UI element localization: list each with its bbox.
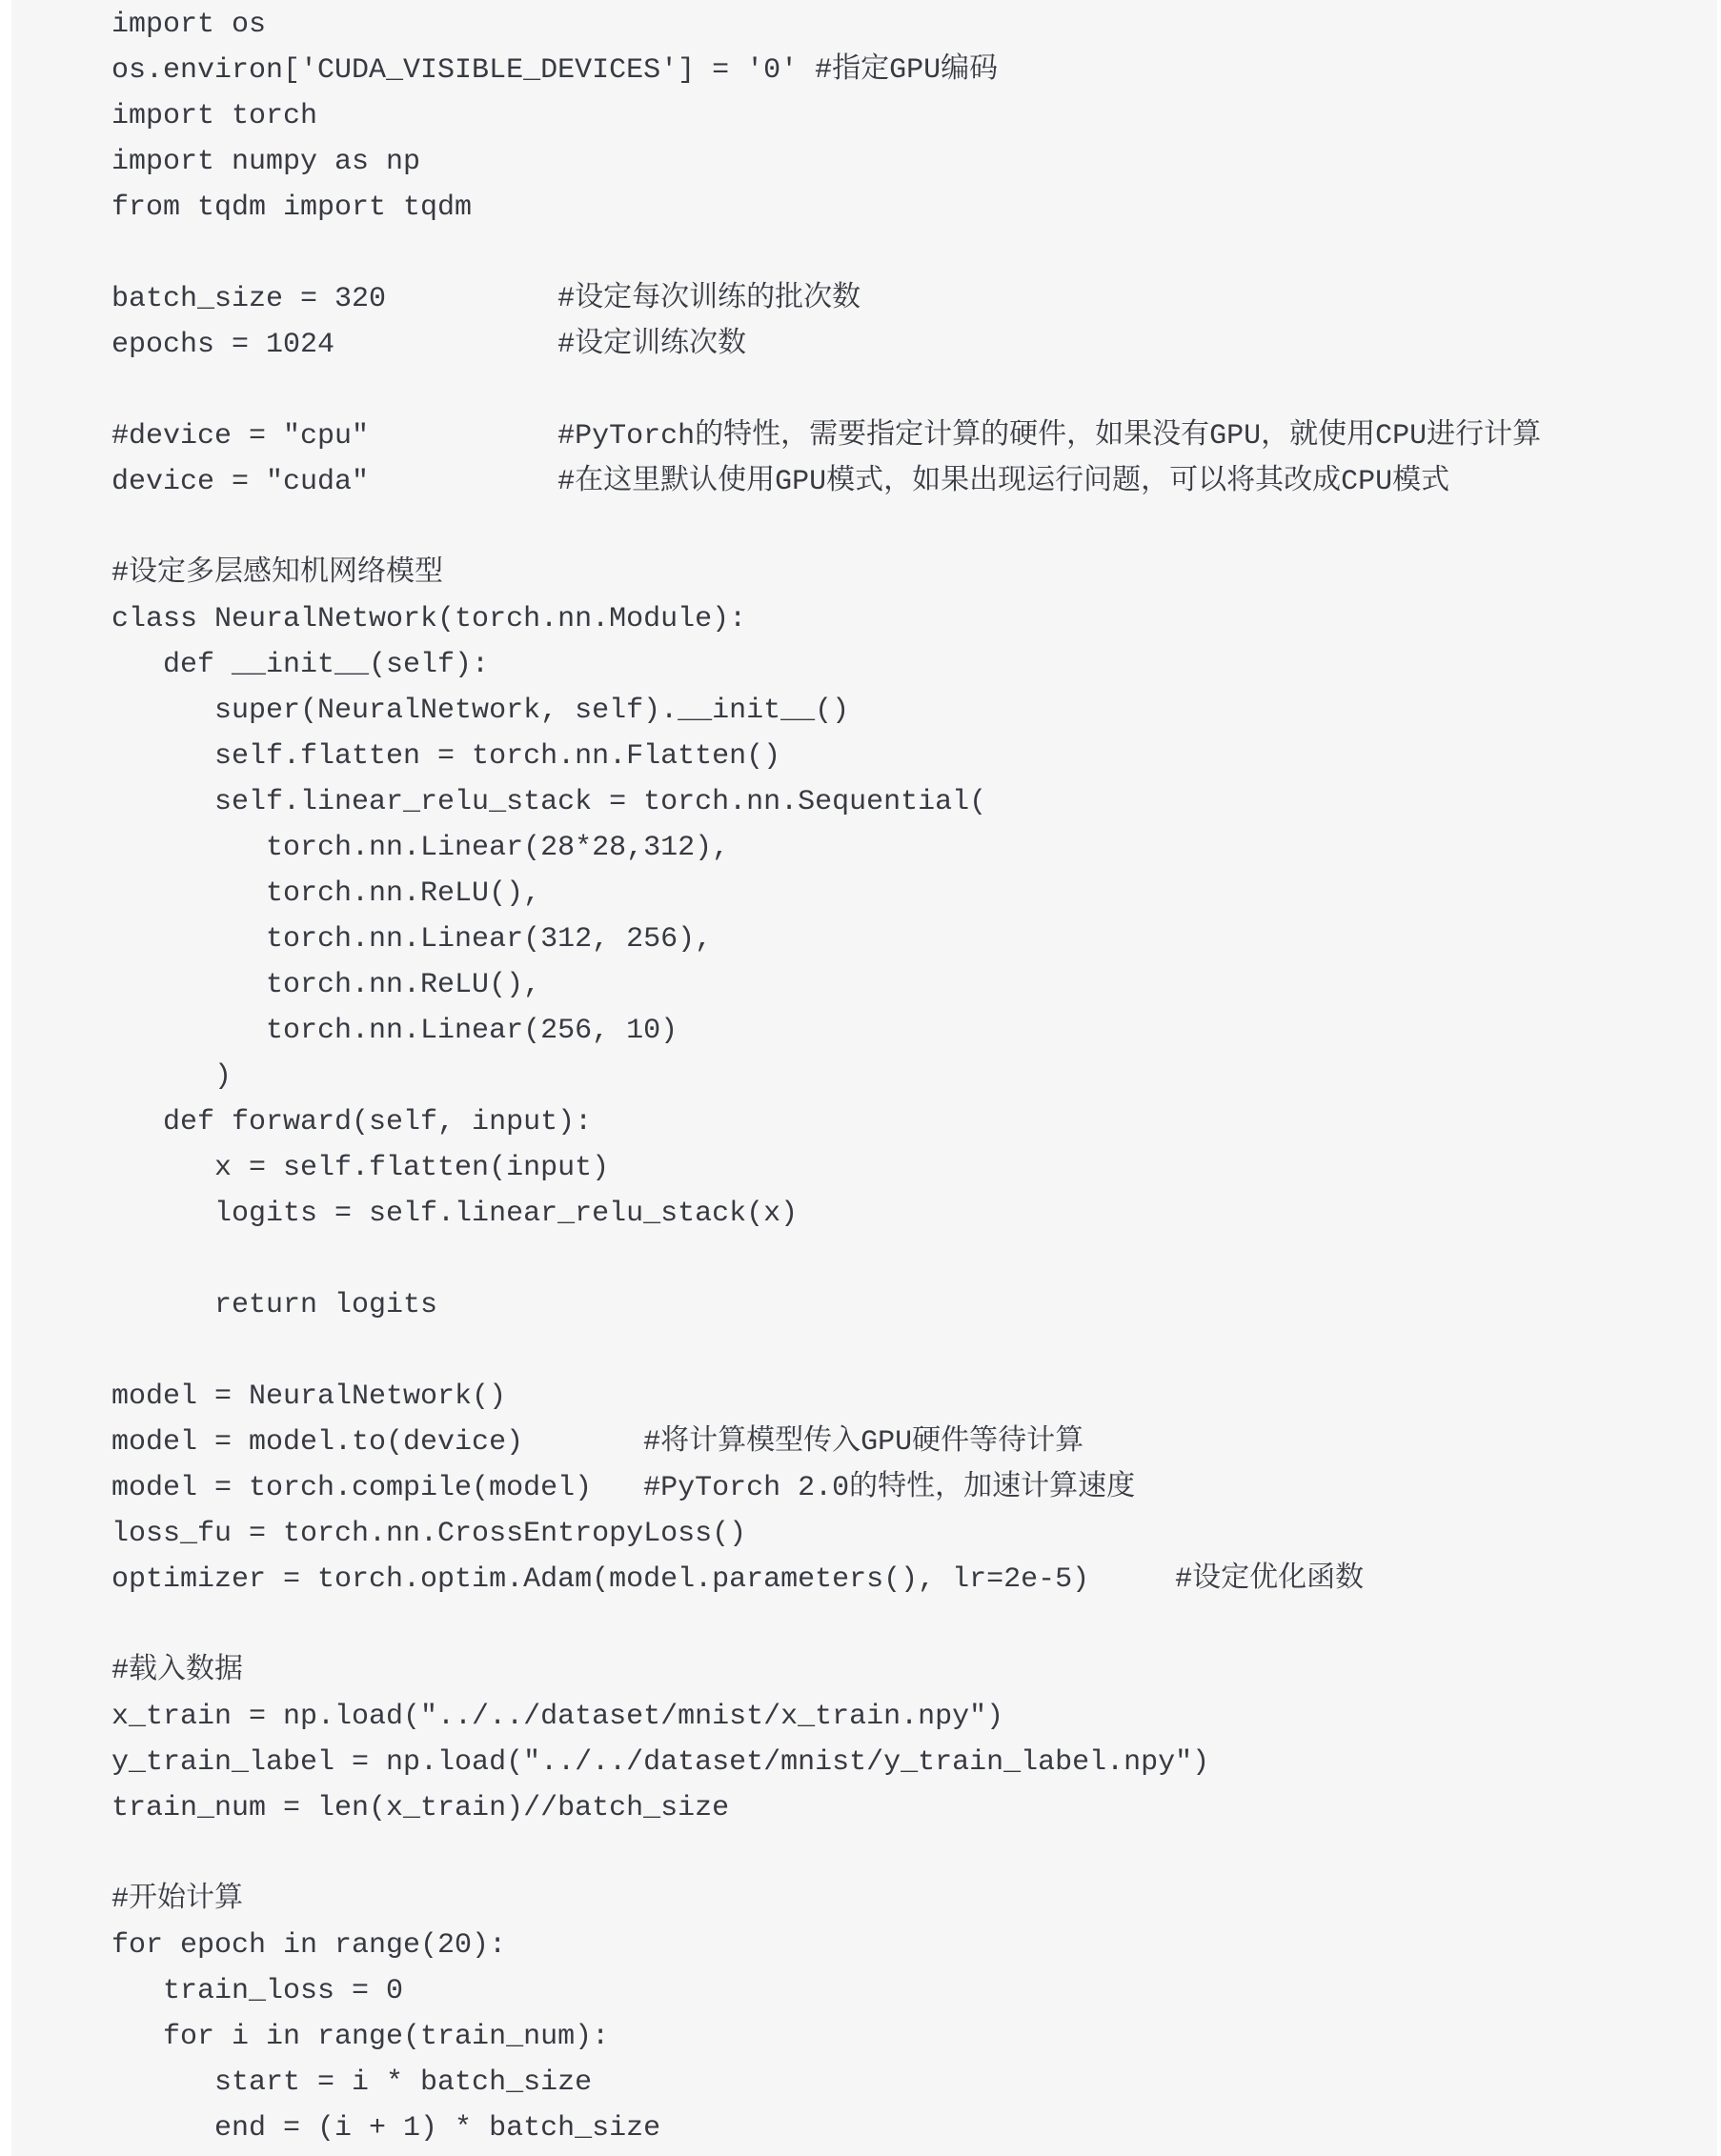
code-line: batch_size = 320 #设定每次训练的批次数 <box>111 283 861 315</box>
code-line: device = "cuda" #在这里默认使用GPU模式，如果出现运行问题，可以将其改成CPU模式 <box>111 466 1450 498</box>
code-line: torch.nn.ReLU(), <box>111 969 541 1001</box>
code-line: return logits <box>111 1289 438 1321</box>
code-line: model = NeuralNetwork() <box>111 1380 507 1413</box>
code-line <box>111 1328 1541 1374</box>
code-line: #载入数据 <box>111 1655 244 1687</box>
code-line: #device = "cpu" #PyTorch的特性，需要指定计算的硬件，如果没有GPU，就使用CPU进行计算 <box>111 420 1542 453</box>
code-block[interactable] <box>111 2 1541 2151</box>
code-line: loss_fu = torch.nn.CrossEntropyLoss() <box>111 1518 747 1550</box>
code-line <box>111 231 1541 276</box>
code-line: torch.nn.Linear(28*28,312), <box>111 832 730 864</box>
code-line <box>111 1602 1541 1648</box>
code-line <box>111 1831 1541 1877</box>
code-line <box>111 368 1541 413</box>
code-panel <box>11 0 1717 2156</box>
code-line: torch.nn.Linear(312, 256), <box>111 923 713 956</box>
code-line: def forward(self, input): <box>111 1106 593 1138</box>
code-line: super(NeuralNetwork, self).__init__() <box>111 695 850 727</box>
code-line: class NeuralNetwork(torch.nn.Module): <box>111 603 747 635</box>
code-line: def __init__(self): <box>111 649 490 681</box>
code-line: logits = self.linear_relu_stack(x) <box>111 1198 799 1230</box>
code-line: for epoch in range(20): <box>111 1929 507 1962</box>
code-line: self.flatten = torch.nn.Flatten() <box>111 740 781 773</box>
code-line: optimizer = torch.optim.Adam(model.parameters(), lr=2e-5) #设定优化函数 <box>111 1563 1365 1596</box>
code-line: import os <box>111 9 267 41</box>
code-line: model = torch.compile(model) #PyTorch 2.0的特性，加速计算速度 <box>111 1472 1136 1504</box>
code-line: import numpy as np <box>111 146 421 178</box>
code-line: train_loss = 0 <box>111 1975 404 2007</box>
code-line: import torch <box>111 100 318 132</box>
code-line: train_num = len(x_train)//batch_size <box>111 1792 730 1824</box>
code-line: self.linear_relu_stack = torch.nn.Sequential( <box>111 786 987 818</box>
code-line: y_train_label = np.load("../../dataset/mnist/y_train_label.npy") <box>111 1746 1210 1779</box>
code-line: #开始计算 <box>111 1884 244 1916</box>
code-line <box>111 505 1541 551</box>
code-line: from tqdm import tqdm <box>111 191 473 224</box>
code-line: os.environ['CUDA_VISIBLE_DEVICES'] = '0' #指定GPU编码 <box>111 54 999 87</box>
code-line: x_train = np.load("../../dataset/mnist/x_train.npy") <box>111 1701 1004 1733</box>
code-line: epochs = 1024 #设定训练次数 <box>111 329 747 361</box>
code-line: torch.nn.Linear(256, 10) <box>111 1015 678 1047</box>
code-line: start = i * batch_size <box>111 2066 593 2099</box>
code-line: x = self.flatten(input) <box>111 1152 610 1184</box>
code-line: ) <box>111 1060 233 1093</box>
code-line: for i in range(train_num): <box>111 2021 610 2053</box>
code-line: end = (i + 1) * batch_size <box>111 2112 661 2145</box>
code-line <box>111 1237 1541 1282</box>
code-line: #设定多层感知机网络模型 <box>111 557 444 590</box>
code-line: torch.nn.ReLU(), <box>111 877 541 910</box>
code-line: model = model.to(device) #将计算模型传入GPU硬件等待计算 <box>111 1426 1084 1459</box>
